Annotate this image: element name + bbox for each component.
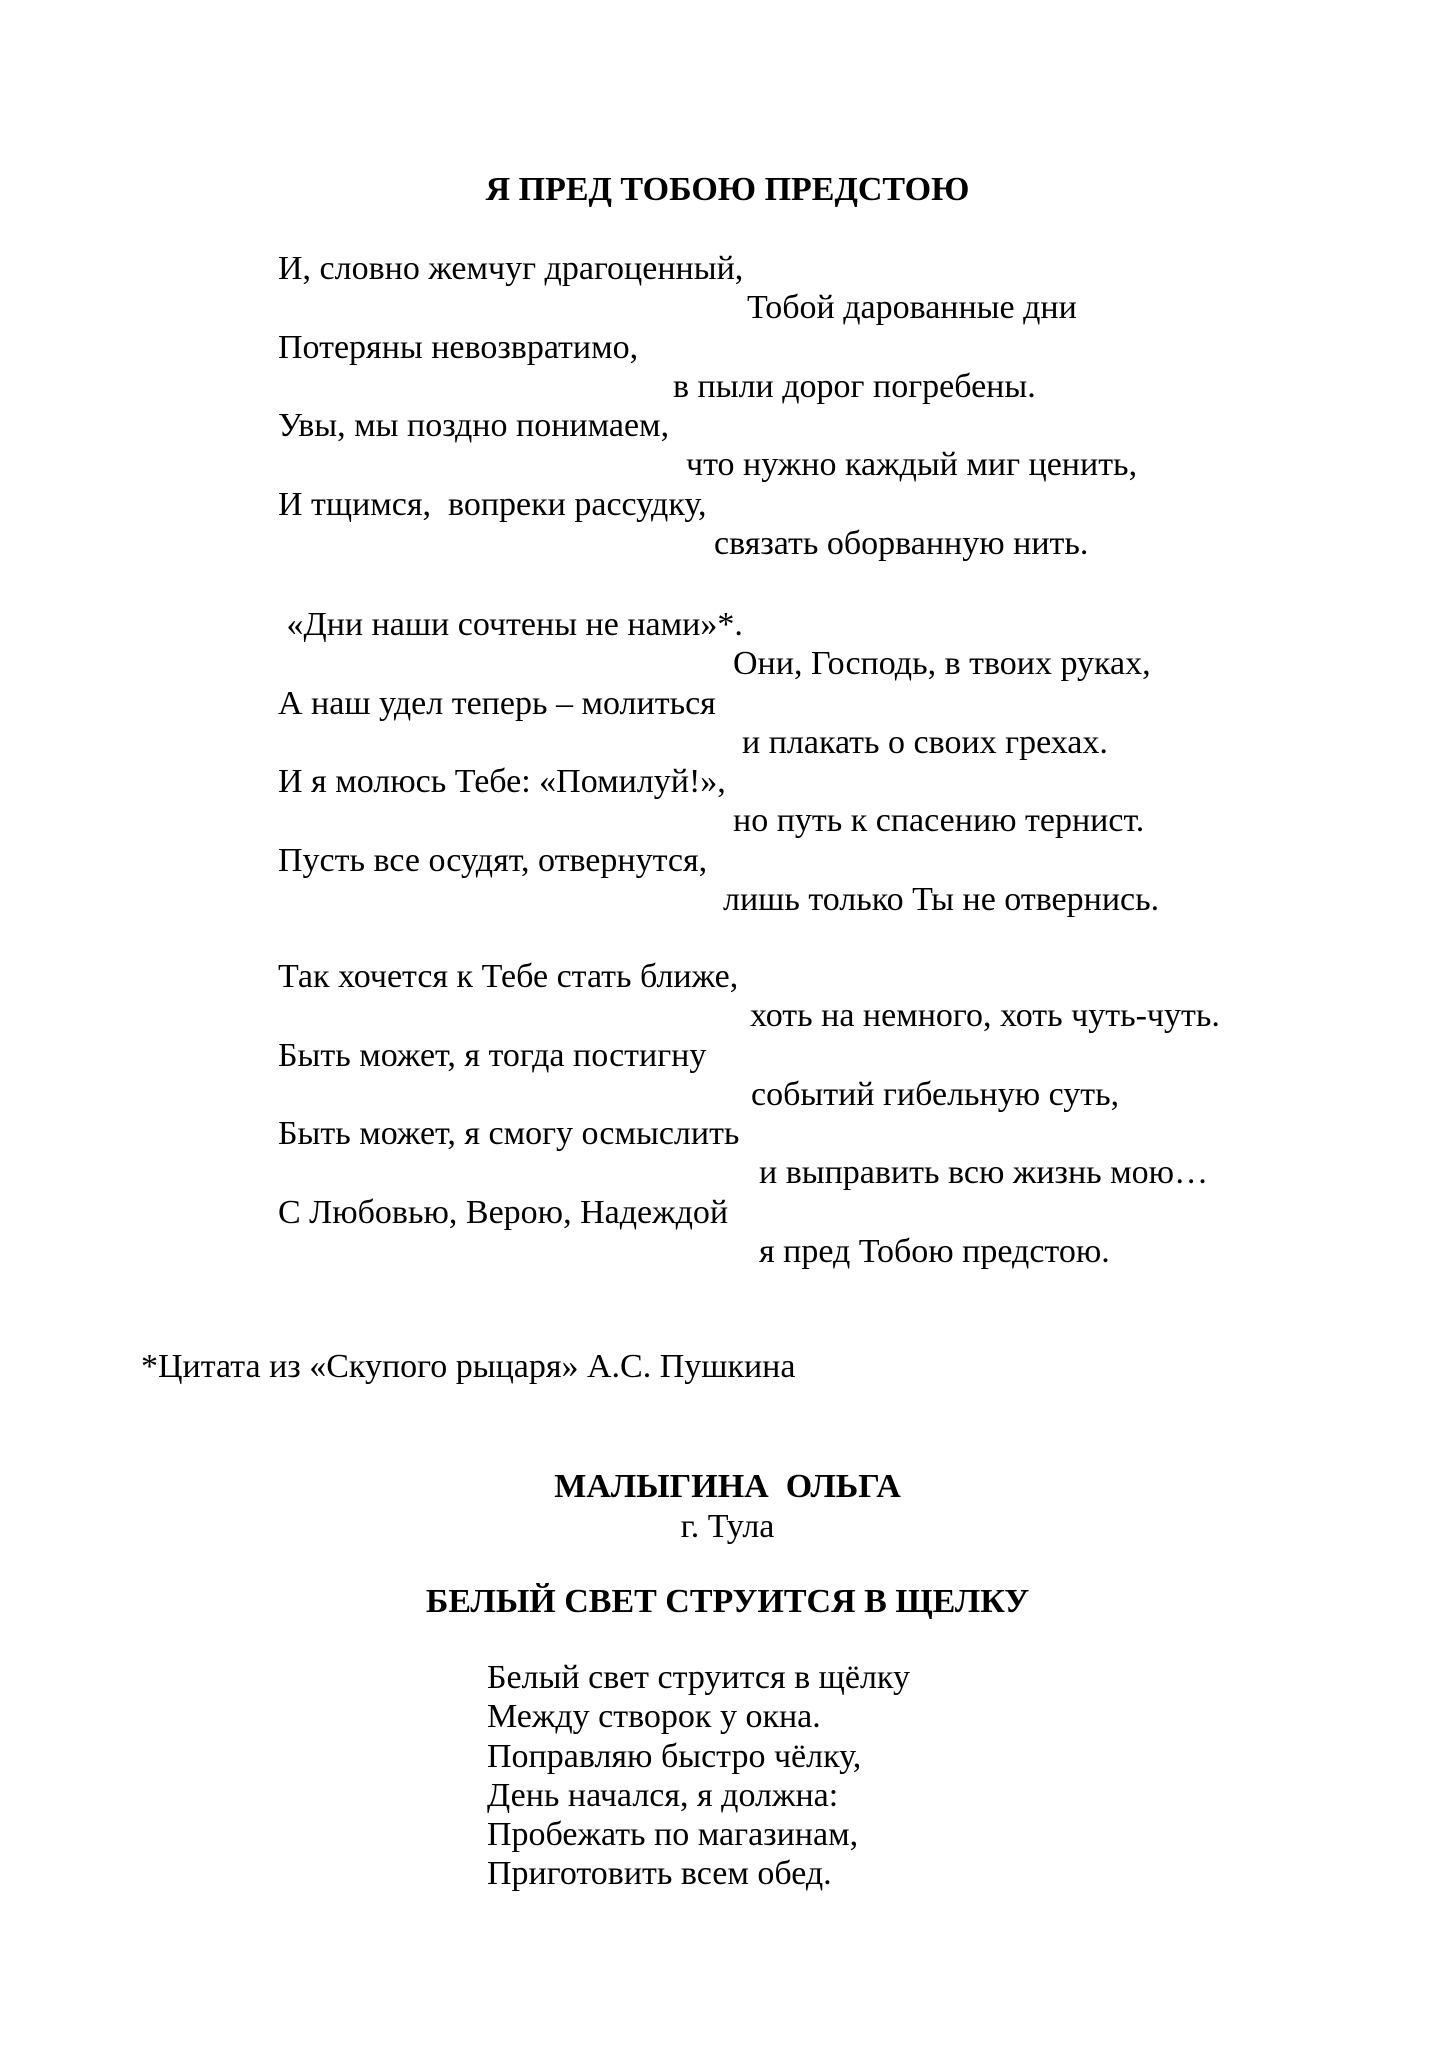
poem-line: в пыли дорог погребены. — [673, 367, 1036, 405]
poem-line: и выправить всю жизнь мою… — [759, 1154, 1209, 1192]
poem-line: но путь к спасению тернист. — [733, 802, 1145, 840]
poem-line: лишь только Ты не отвернись. — [723, 881, 1160, 919]
poem-line: событий гибельную суть, — [751, 1075, 1120, 1113]
poem-line: Белый свет струится в щёлку — [487, 1659, 910, 1696]
poem-line: хоть на немного, хоть чуть-чуть. — [750, 997, 1220, 1035]
author-name: МАЛЫГИНА ОЛЬГА — [554, 1468, 901, 1505]
poem-line: И я молюсь Тебе: «Помилуй!», — [278, 763, 726, 801]
poem-line: День начался, я должна: — [487, 1776, 839, 1814]
footnote: *Цитата из «Скупого рыцаря» А.С. Пушкина — [141, 1348, 796, 1385]
author-city: г. Тула — [680, 1508, 775, 1545]
poem-line: связать оборванную нить. — [714, 525, 1089, 563]
poem-line: Приготовить всем обед. — [487, 1855, 832, 1893]
poem-line: Пусть все осудят, отвернутся, — [278, 841, 708, 879]
poem-2-title: БЕЛЫЙ СВЕТ СТРУИТСЯ В ЩЕЛКУ — [425, 1583, 1030, 1620]
poem-1-stanza-3 — [278, 957, 1220, 1271]
poem-line: Они, Господь, в твоих руках, — [733, 645, 1151, 683]
poem-line: Пробежать по магазинам, — [487, 1816, 859, 1854]
poem-line: Так хочется к Тебе стать ближе, — [278, 958, 739, 995]
poem-line: А наш удел теперь – молиться — [278, 684, 716, 722]
poem-2-lines — [487, 1658, 910, 1894]
poem-line: Увы, мы поздно понимаем, — [278, 407, 670, 445]
poem-line: Быть может, я смогу осмыслить — [278, 1115, 740, 1153]
poem-line: Потеряны невозвратимо, — [278, 328, 639, 366]
poem-1-stanza-1 — [278, 249, 1137, 563]
poem-line: И тщимся, вопреки рассудку, — [278, 485, 707, 523]
poem-line: Поправляю быстро чёлку, — [487, 1737, 862, 1775]
poem-line: Тобой дарованные дни — [747, 289, 1077, 327]
poem-1-stanza-2 — [278, 605, 1159, 919]
poem-line: и плакать о своих грехах. — [742, 723, 1108, 761]
poem-1-title: Я ПРЕД ТОБОЮ ПРЕДСТОЮ — [485, 171, 970, 208]
poem-line: Между створок у окна. — [487, 1698, 821, 1736]
poem-line: Быть может, я тогда постигну — [278, 1036, 707, 1074]
poem-line: С Любовью, Верою, Надеждой — [278, 1193, 729, 1231]
poem-line: что нужно каждый миг ценить, — [686, 446, 1138, 484]
poem-line: И, словно жемчуг драгоценный, — [278, 250, 744, 287]
poem-line: «Дни наши сочтены не нами»*. — [278, 606, 743, 643]
poem-line: я пред Тобою предстою. — [759, 1233, 1110, 1271]
